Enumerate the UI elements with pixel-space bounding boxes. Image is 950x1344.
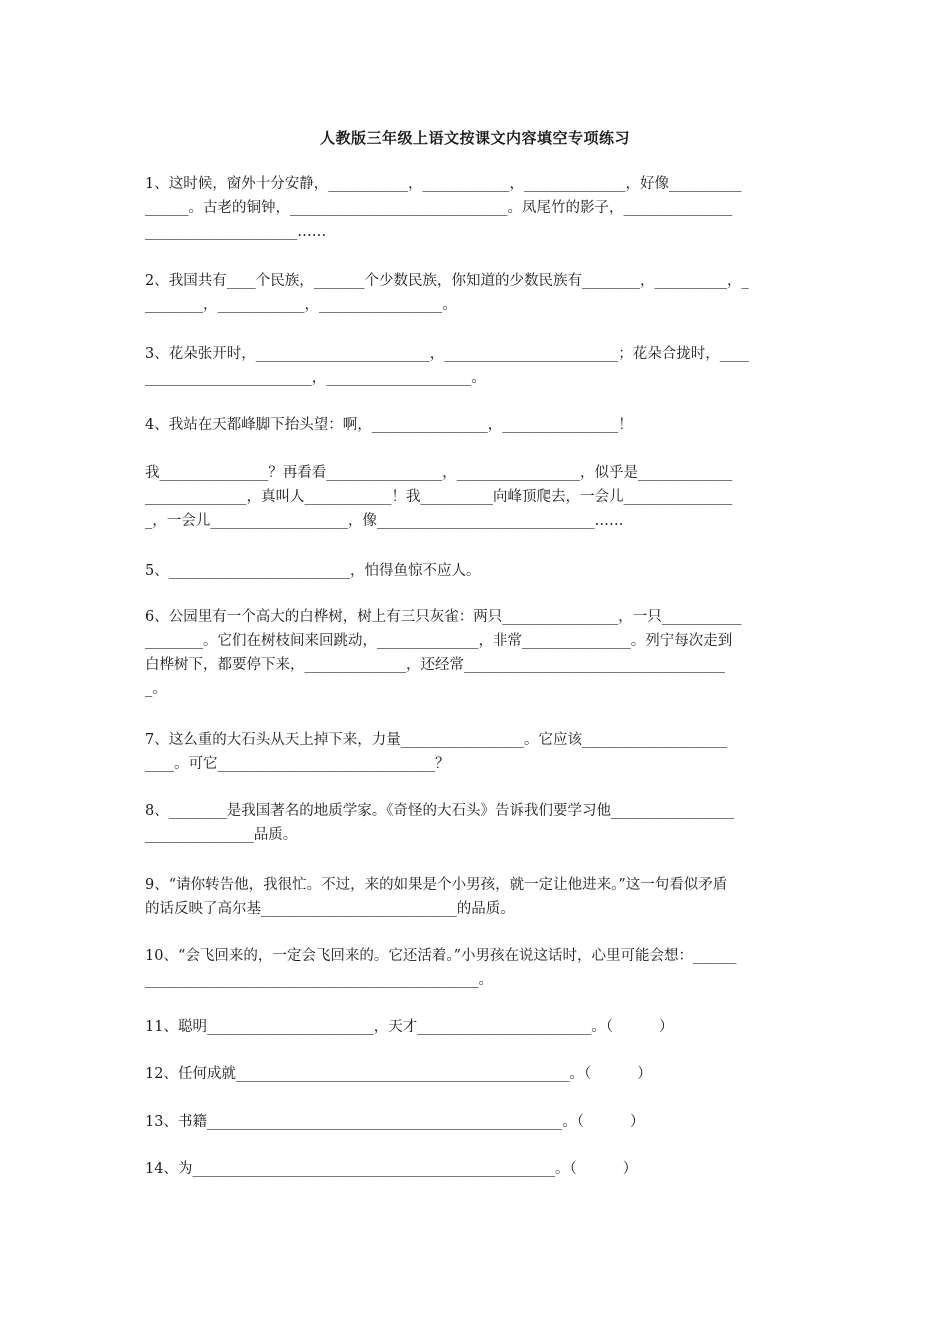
question-7: 7、这么重的大石头从天上掉下来，力量_________________。它应该____________________ ____。可它______________________________？ bbox=[145, 732, 727, 772]
question-4-body: 我_______________？再看看________________，_________________，似乎是_____________ ______________，真叫人____________！我__________向峰顶爬去，一会儿_______________ _，一会儿___________________，像______________________________…… bbox=[145, 465, 733, 529]
question-3: 3、花朵张开时，________________________，________________________；花朵合拢时，____ _______________________，____________________。 bbox=[145, 346, 749, 386]
question-10: 10、“会飞回来的，一定会飞回来的。它还活着。”小男孩在说这话时，心里可能会想：______ ______________________________________________。 bbox=[145, 948, 737, 988]
question-13: 13、书籍_________________________________________________。（ ） bbox=[145, 1114, 645, 1130]
page-title: 人教版三年级上语文按课文内容填空专项练习 bbox=[319, 129, 630, 147]
question-5: 5、_________________________，怕得鱼惊不应人。 bbox=[145, 563, 481, 579]
question-4-intro: 4、我站在天都峰脚下抬头望：啊，________________，________________！ bbox=[145, 417, 633, 433]
question-1: 1、这时候，窗外十分安静，___________，____________，______________，好像__________ ______。古老的铜钟，______________________________。凤尾竹的影子，_______________ _____________________…… bbox=[145, 176, 742, 240]
question-2: 2、我国共有____个民族，_______个少数民族，你知道的少数民族有________，__________，_ ________，____________，_________________。 bbox=[145, 273, 749, 313]
question-8: 8、________是我国著名的地质学家。《奇怪的大石头》告诉我们要学习他_________________ _______________品质。 bbox=[145, 803, 735, 843]
question-9: 9、“请你转告他，我很忙。不过，来的如果是个小男孩，就一定让他进来。”这一句看似矛盾 的话反映了高尔基___________________________的品质。 bbox=[145, 877, 728, 917]
question-14: 14、为__________________________________________________。（ ） bbox=[145, 1161, 638, 1177]
question-12: 12、任何成就______________________________________________。（ ） bbox=[145, 1066, 652, 1082]
question-11: 11、聪明_______________________，天才________________________。（ ） bbox=[145, 1019, 674, 1035]
question-6: 6、公园里有一个高大的白桦树，树上有三只灰雀：两只________________，一只___________ ________。它们在树枝间来回跳动，______________，非常_______________。列宁每次走到 白桦树下，都要停下来，______________，还经常____________________________________ _。 bbox=[145, 609, 742, 697]
